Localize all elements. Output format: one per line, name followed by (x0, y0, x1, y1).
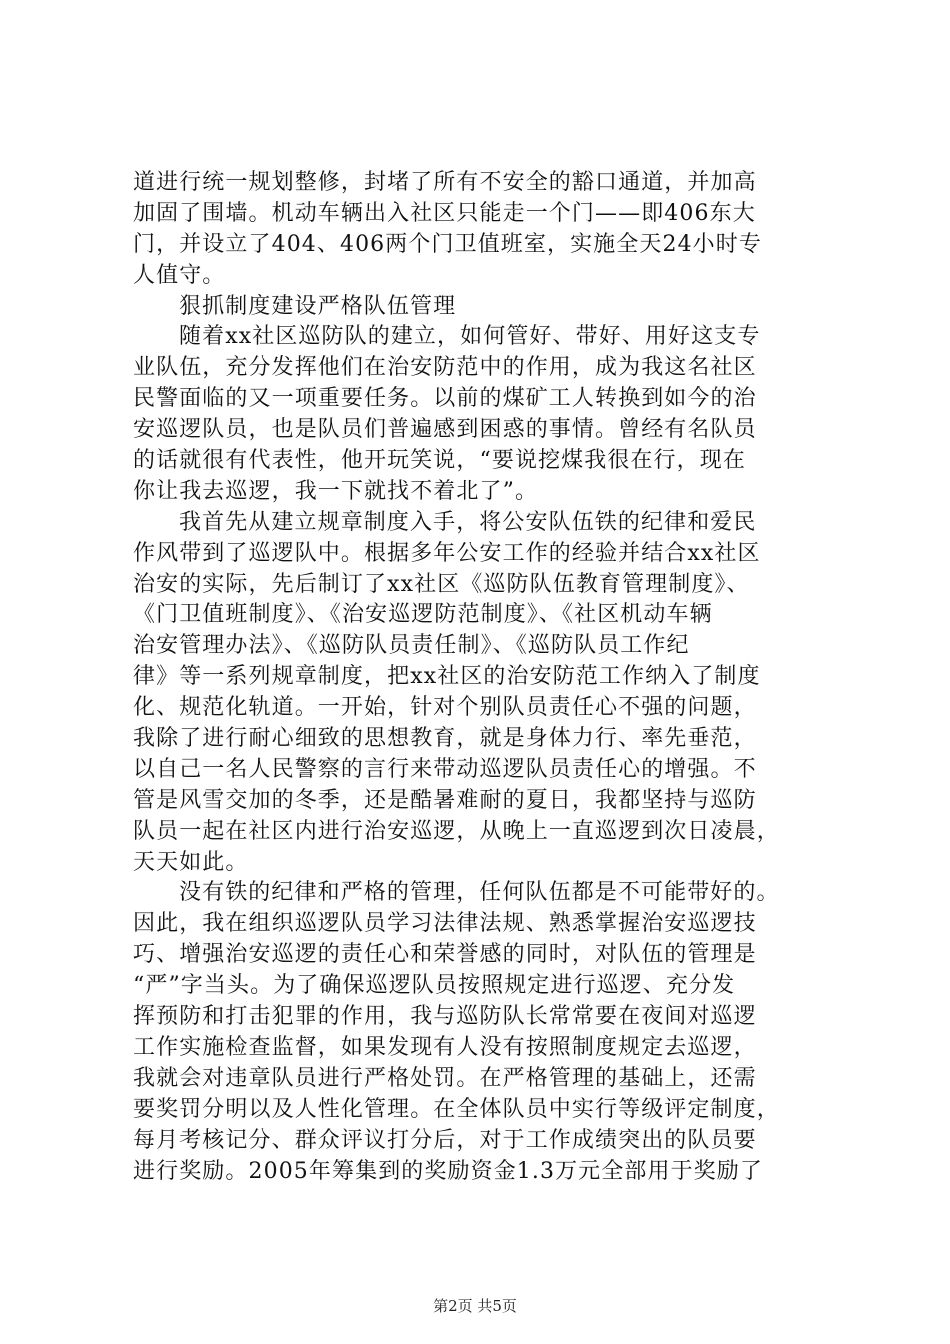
text-line: 要奖罚分明以及人性化管理。在全体队员中实行等级评定制度， (133, 1096, 780, 1122)
text-line: 管是风雪交加的冬季，还是酷暑难耐的夏日，我都坚持与巡防 (133, 787, 757, 813)
text-line: 每月考核记分、群众评议打分后，对于工作成绩突出的队员要 (133, 1127, 757, 1153)
text-line: 道进行统一规划整修，封堵了所有不安全的豁口通道，并加高 (133, 170, 757, 195)
document-body (133, 168, 825, 1187)
paragraph-start: 随着xx社区巡防队的建立，如何管好、带好、用好这支专 (179, 324, 761, 350)
text-line: 以自己一名人民警察的言行来带动巡逻队员责任心的增强。不 (133, 756, 757, 782)
text-line: 《门卫值班制度》、《治安巡逻防范制度》、《社区机动车辆 (133, 602, 713, 628)
paragraph-start: 我首先从建立规章制度入手，将公安队伍铁的纪律和爱民 (179, 509, 757, 535)
text-line: 的话就很有代表性，他开玩笑说，“要说挖煤我很在行，现在 (133, 448, 746, 474)
text-line: 业队伍，充分发挥他们在治安防范中的作用，成为我这名社区 (133, 355, 757, 381)
text-line: 因此，我在组织巡逻队员学习法律法规、熟悉掌握治安巡逻技 (133, 911, 757, 937)
text-line: 民警面临的又一项重要任务。以前的煤矿工人转换到如今的治 (133, 386, 757, 412)
text-line: 挥预防和打击犯罪的作用，我与巡防队长常常要在夜间对巡逻 (133, 1004, 757, 1030)
text-line: 治安的实际，先后制订了xx社区《巡防队伍教育管理制度》、 (133, 571, 750, 597)
text-line: 天天如此。 (133, 849, 249, 875)
text-line: 你让我去巡逻，我一下就找不着北了”。 (133, 478, 539, 504)
paragraph-start: 没有铁的纪律和严格的管理，任何队伍都是不可能带好的。 (179, 880, 780, 906)
text-line: 化、规范化轨道。一开始，针对个别队员责任心不强的问题， (133, 695, 757, 721)
text-line: 门，并设立了404、406两个门卫值班室，实施全天24小时专 (133, 231, 762, 257)
text-line: 作风带到了巡逻队中。根据多年公安工作的经验并结合xx社区 (133, 540, 761, 566)
text-line: 队员一起在社区内进行治安巡逻，从晚上一直巡逻到次日凌晨， (133, 818, 780, 844)
section-heading: 狠抓制度建设严格队伍管理 (179, 293, 457, 319)
text-line: 加固了围墙。机动车辆出入社区只能走一个门——即406东大 (133, 200, 756, 226)
text-line: 安巡逻队员，也是队员们普遍感到困惑的事情。曾经有名队员 (133, 417, 757, 443)
text-line: “严”字当头。为了确保巡逻队员按照规定进行巡逻、充分发 (133, 973, 736, 999)
text-line: 工作实施检查监督，如果发现有人没有按照制度规定去巡逻， (133, 1034, 757, 1060)
text-line: 人值守。 (133, 262, 226, 288)
text-line: 进行奖励。2005年筹集到的奖励资金1.3万元全部用于奖励了 (133, 1158, 763, 1184)
text-line: 我就会对违章队员进行严格处罚。在严格管理的基础上，还需 (133, 1065, 757, 1091)
text-line: 治安管理办法》、《巡防队员责任制》、《巡防队员工作纪 (133, 633, 690, 659)
text-line: 巧、增强治安巡逻的责任心和荣誉感的同时，对队伍的管理是 (133, 942, 757, 968)
page-number-footer: 第2页 共5页 (433, 1297, 517, 1315)
text-line: 律》等一系列规章制度，把xx社区的治安防范工作纳入了制度 (133, 664, 761, 690)
text-line: 我除了进行耐心细致的思想教育，就是身体力行、率先垂范， (133, 726, 757, 752)
